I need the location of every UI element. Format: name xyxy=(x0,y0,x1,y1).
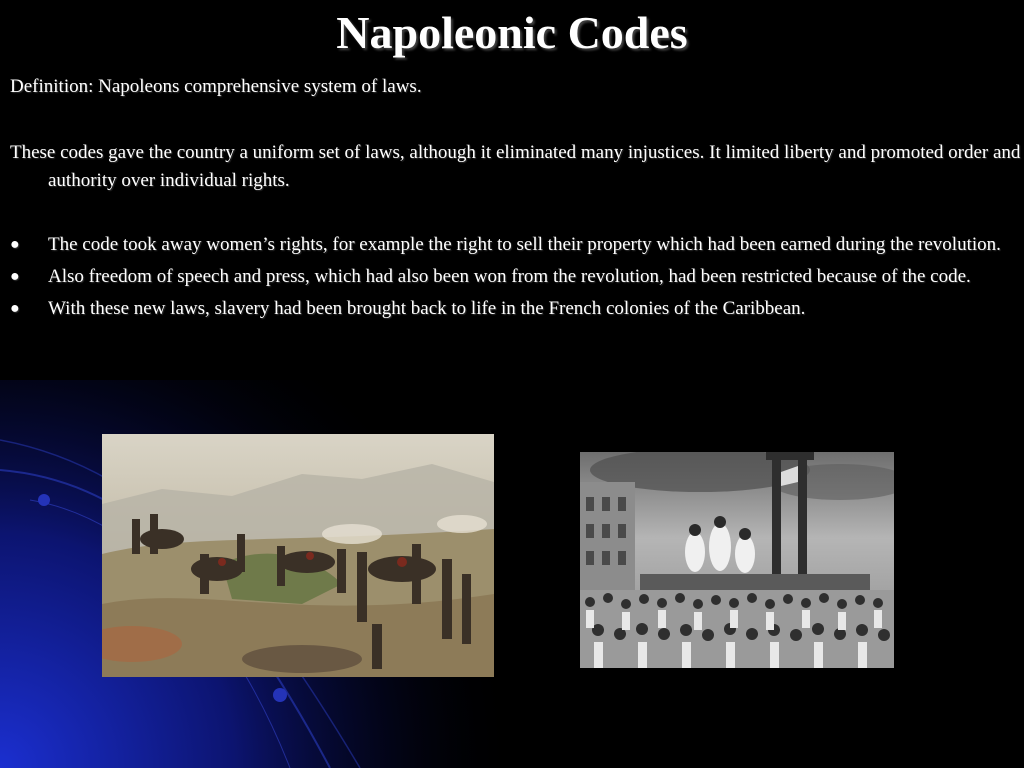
bullet-icon: ● xyxy=(10,268,20,285)
bullet-text: Also freedom of speech and press, which had also been won from the revolution, had been restricted because of the code. xyxy=(48,266,971,287)
guillotine-engraving-image xyxy=(580,452,894,668)
definition-text: Definition: Napoleons comprehensive system of laws. xyxy=(10,76,422,97)
battle-painting-image xyxy=(102,434,494,677)
bullet-item xyxy=(10,295,1014,323)
bullet-icon: ● xyxy=(10,300,20,317)
slide-title: Napoleonic Codes xyxy=(336,7,688,58)
bullet-item xyxy=(10,263,1014,291)
bullet-icon: ● xyxy=(10,236,20,253)
bullet-list xyxy=(10,231,1014,327)
bullet-item xyxy=(10,231,1014,259)
intro-paragraph: These codes gave the country a uniform set of laws, although it eliminated many injustices. It limited liberty and promoted order and authority over individual rights. xyxy=(10,142,1021,191)
bullet-text: The code took away women’s rights, for example the right to sell their property which had been earned during the revolution. xyxy=(48,234,1001,255)
bullet-text: With these new laws, slavery had been brought back to life in the French colonies of the Caribbean. xyxy=(48,298,806,319)
